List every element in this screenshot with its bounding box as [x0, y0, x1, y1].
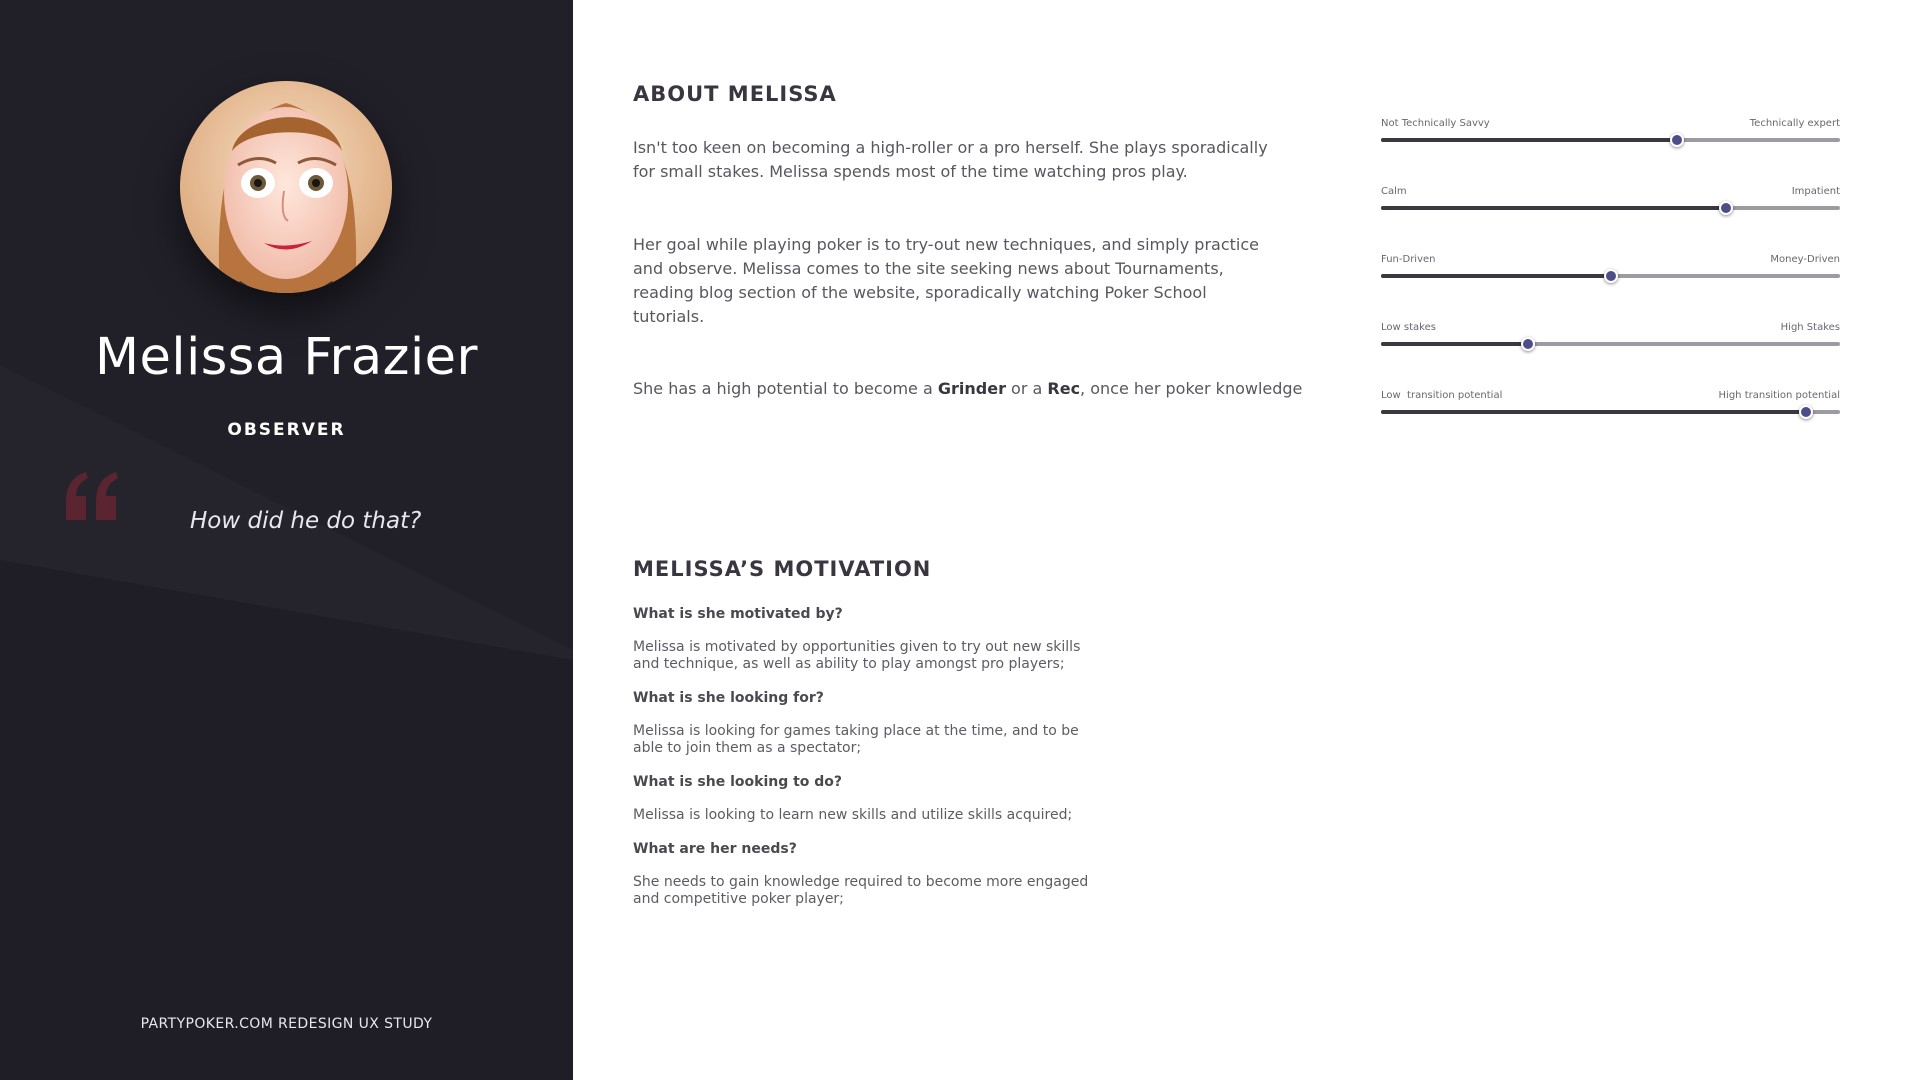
persona-quote: How did he do that?	[190, 508, 422, 534]
answer-needs	[633, 874, 1093, 908]
about-heading: ABOUT MELISSA	[633, 82, 837, 106]
slider-label-right: Money-Driven	[1770, 254, 1840, 265]
slider-patience	[1381, 186, 1840, 226]
question-motivated-by: What is she motivated by?	[633, 606, 843, 622]
slider-label-left: Not Technically Savvy	[1381, 118, 1490, 129]
slider-track	[1381, 206, 1840, 210]
answer-line: She needs to gain knowledge required to become more engaged	[633, 874, 1089, 890]
p3-text-e: , once her poker knowledge	[1080, 379, 1303, 398]
slider-drive	[1381, 254, 1840, 294]
answer-line: Melissa is looking to learn new skills and utilize skills acquired;	[633, 807, 1073, 823]
question-needs: What are her needs?	[633, 841, 797, 857]
slider-stakes	[1381, 322, 1840, 362]
slider-track	[1381, 342, 1840, 346]
slider-track	[1381, 138, 1840, 142]
about-paragraph-1: Isn't too keen on becoming a high-roller or a pro herself. She plays sporadically for small stakes. Melissa spends most of the time watching pros play.	[633, 138, 1268, 181]
study-footer: PARTYPOKER.COM REDESIGN UX STUDY	[140, 1016, 433, 1032]
avatar	[180, 81, 392, 293]
slider-knob	[1670, 133, 1684, 147]
about-paragraph-3	[633, 377, 1303, 401]
question-looking-for: What is she looking for?	[633, 690, 824, 706]
slider-fill	[1381, 274, 1611, 278]
quote-icon	[62, 468, 122, 528]
answer-looking-for	[633, 723, 1093, 757]
p3-grinder: Grinder	[937, 379, 1006, 398]
answer-line: able to join them as a spectator;	[633, 740, 862, 756]
slider-tech-savvy	[1381, 118, 1840, 158]
slider-fill	[1381, 138, 1677, 142]
motivation-heading: MELISSA’S MOTIVATION	[633, 557, 932, 581]
answer-motivated-by	[633, 639, 1093, 673]
slider-knob	[1604, 269, 1618, 283]
slider-label-left: Low transition potential	[1381, 390, 1503, 401]
slider-label-left: Low stakes	[1381, 322, 1436, 333]
slider-label-left: Fun-Driven	[1381, 254, 1436, 265]
slider-label-left: Calm	[1381, 186, 1407, 197]
slider-fill	[1381, 342, 1528, 346]
question-looking-to-do: What is she looking to do?	[633, 774, 843, 790]
slider-label-right: Impatient	[1791, 186, 1840, 197]
slider-track	[1381, 274, 1840, 278]
p3-text-a: She has a high potential to become a	[633, 379, 938, 398]
answer-line: Melissa is looking for games taking place at the time, and to be	[633, 723, 1079, 739]
slider-fill	[1381, 206, 1726, 210]
slider-transition	[1381, 390, 1840, 430]
slider-track	[1381, 410, 1840, 414]
answer-looking-to-do	[633, 807, 1093, 824]
slider-label-right: High Stakes	[1780, 322, 1840, 333]
slider-knob	[1799, 405, 1813, 419]
slider-label-right: High transition potential	[1718, 390, 1840, 401]
answer-line: and technique, as well as ability to play amongst pro players;	[633, 656, 1065, 672]
p3-text-c: or a	[1005, 379, 1048, 398]
p3-rec: Rec	[1047, 379, 1081, 398]
persona-role: OBSERVER	[227, 420, 346, 440]
persona-panel	[0, 0, 573, 1080]
slider-fill	[1381, 410, 1806, 414]
answer-line: and competitive poker player;	[633, 891, 844, 907]
slider-knob	[1719, 201, 1733, 215]
slider-knob	[1521, 337, 1535, 351]
persona-name: Melissa Frazier	[95, 328, 478, 387]
about-paragraph-2: Her goal while playing poker is to try-out new techniques, and simply practice and observe. Melissa comes to the site seeking news about Tournaments, reading blog section of the website, sporadically watching Poker School tutorials.	[633, 235, 1259, 326]
answer-line: Melissa is motivated by opportunities given to try out new skills	[633, 639, 1081, 655]
slider-label-right: Technically expert	[1749, 118, 1840, 129]
